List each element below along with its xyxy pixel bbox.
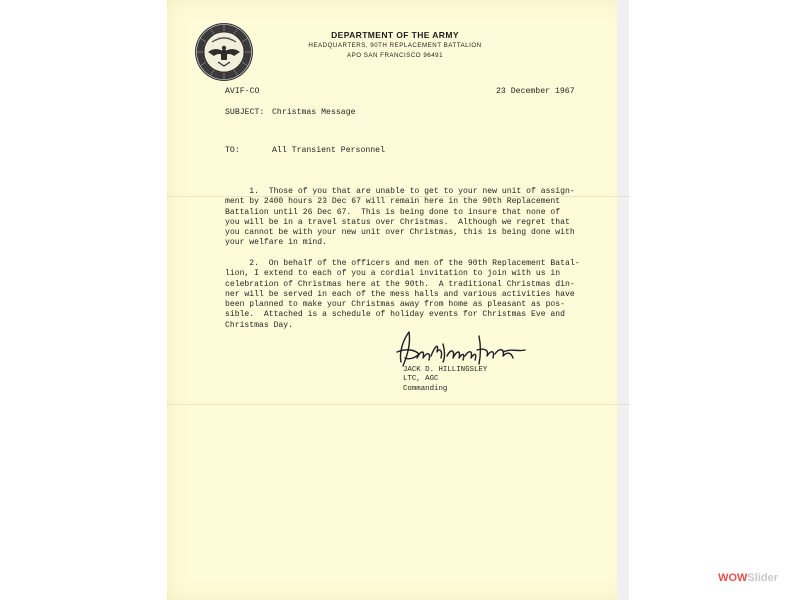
signer-name: JACK D. HILLINGSLEY xyxy=(403,366,488,374)
left-margin xyxy=(0,0,167,600)
watermark-slider: Slider xyxy=(747,572,778,584)
signer-title: Commanding xyxy=(403,384,448,393)
letterhead xyxy=(285,30,505,60)
paragraph-line: lion, I extend to each of you a cordial invitation to join with us in xyxy=(225,269,561,279)
letterhead-unit: HEADQUARTERS, 90TH REPLACEMENT BATTALION xyxy=(308,42,482,49)
paragraph-2 xyxy=(225,259,580,331)
watermark-wow: WOW xyxy=(718,572,748,584)
letterhead-address: APO SAN FRANCISCO 96491 xyxy=(346,52,444,59)
department-of-defense-seal-icon xyxy=(194,22,254,82)
paragraph-line: your welfare in mind. xyxy=(225,238,327,248)
paragraph-line: sible. Attached is a schedule of holiday events for Christmas Eve and xyxy=(225,310,565,320)
signature-block xyxy=(403,366,487,394)
paragraph-line: 2. On behalf of the officers and men of the 90th Replacement Batal- xyxy=(225,259,580,268)
paragraph-line: you will be in a travel status over Christmas. Although we regret that xyxy=(225,217,570,227)
letter-date: 23 December 1967 xyxy=(496,87,575,96)
wowslider-watermark[interactable] xyxy=(718,572,778,584)
paragraph-1 xyxy=(225,187,575,249)
to-value: All Transient Personnel xyxy=(272,146,386,155)
to-label: TO: xyxy=(225,146,240,155)
subject-label: SUBJECT: xyxy=(225,108,265,117)
letterhead-title: DEPARTMENT OF THE ARMY xyxy=(331,30,459,40)
right-margin xyxy=(636,0,800,600)
paragraph-line: celebration of Christmas here at the 90th. A traditional Christmas din- xyxy=(225,279,575,289)
fold-line xyxy=(167,404,629,405)
paragraph-line: been planned to make your Christmas away from home as pleasant as pos- xyxy=(225,300,565,310)
paragraph-line: Christmas Day. xyxy=(225,320,293,330)
signer-rank: LTC, AGC xyxy=(403,375,439,384)
office-symbol: AVIF-CO xyxy=(225,87,260,96)
letter-page xyxy=(167,0,629,600)
paragraph-line: 1. Those of you that are unable to get to your new unit of assign- xyxy=(225,187,575,196)
paragraph-line: you cannot be with your new unit over Christmas, this is being done with xyxy=(225,228,575,238)
page-edge xyxy=(617,0,629,600)
paragraph-line: Battalion until 26 Dec 67. This is being done to insure that none of xyxy=(225,207,561,217)
paragraph-line: ment by 2400 hours 23 Dec 67 will remain here in the 90th Replacement xyxy=(225,197,561,207)
paragraph-line: ner will be served in each of the mess halls and various activities have xyxy=(225,289,575,299)
subject-value: Christmas Message xyxy=(272,108,356,117)
